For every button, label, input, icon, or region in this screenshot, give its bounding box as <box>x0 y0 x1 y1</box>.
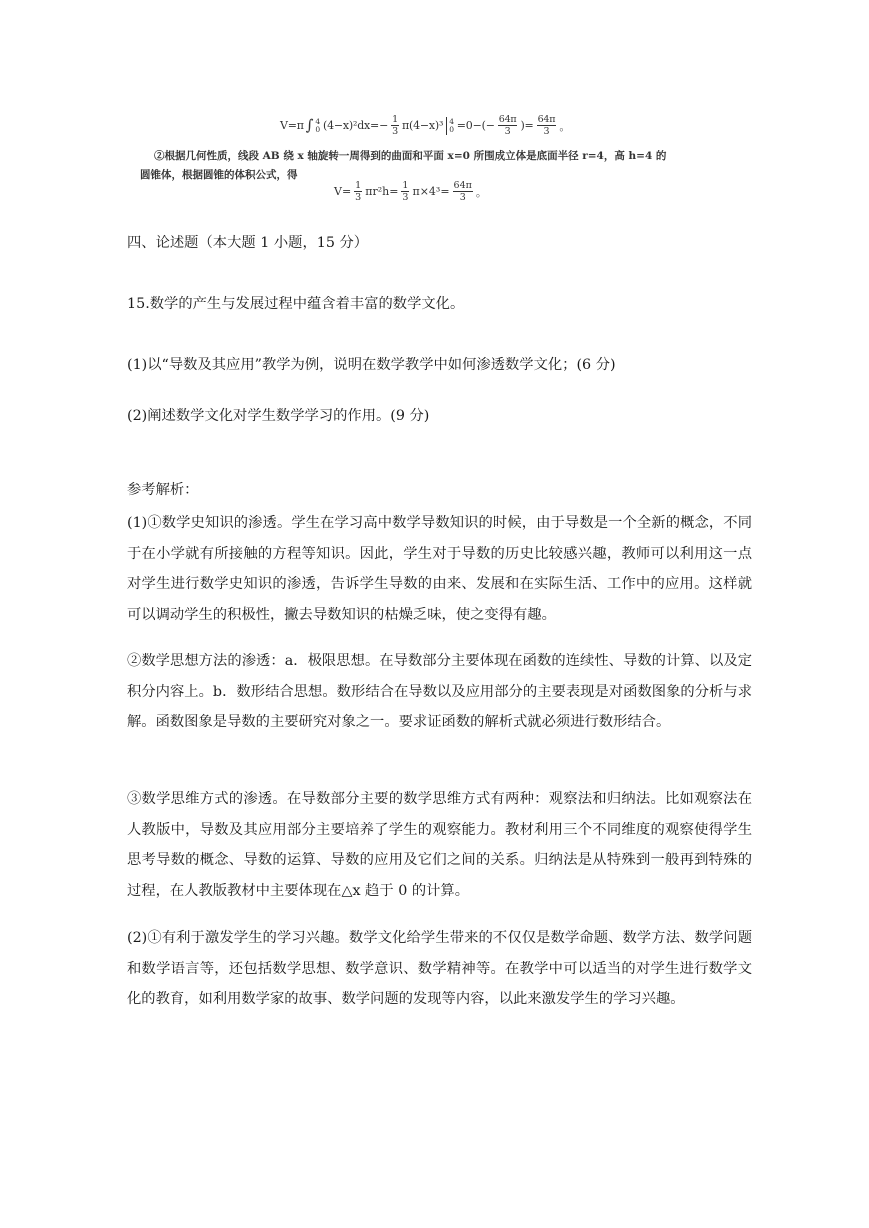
formula-text: V= <box>334 185 352 198</box>
denominator: 3 <box>543 126 550 137</box>
section-heading: 四、论述题（本大题 1 小题，15 分） <box>127 235 369 251</box>
formula-text: π×4³= <box>412 185 450 198</box>
question-part-1: (1)以“导数及其应用”教学为例，说明在数学教学中如何渗透数学文化；(6 分) <box>127 357 616 373</box>
answer-paragraph-3: ③数学思维方式的渗透。在导数部分主要的数学思维方式有两种：观察法和归纳法。比如观察法在人教版中，导数及其应用部分主要培养了学生的观察能力。教材利用三个不同维度的观察使得学生思考导数的概念、导数的运算、导数的应用及它们之间的关系。归纳法是从特殊到一般再到特殊的过程，在人教版教材中主要体现在△x 趋于 0 的计算。 <box>127 791 752 899</box>
answer-paragraph-4: (2)①有利于激发学生的学习兴趣。数学文化给学生带来的不仅仅是数学命题、数学方法、数学问题和数学语言等，还包括数学思想、数学意识、数学精神等。在教学中可以适当的对学生进行数学文化的教育，如利用数学家的故事、数学问题的发现等内容，以此来激发学生的学习兴趣。 <box>127 930 752 1007</box>
numerator: 64π <box>537 114 556 125</box>
denominator: 3 <box>355 192 362 203</box>
answer-label: 参考解析： <box>127 482 199 498</box>
formula-text: (4−x)²dx=− <box>323 119 389 132</box>
scanned-formula-image <box>140 110 750 210</box>
numerator: 1 <box>355 180 362 191</box>
upper-limit: 4 <box>315 116 320 126</box>
formula-text: 。 <box>559 119 571 133</box>
formula-line-4 <box>334 180 487 203</box>
denominator: 3 <box>402 192 409 203</box>
formula-line-2: ②根据几何性质，线段 AB 绕 x 轴旋转一周得到的曲面和平面 x=0 所围成立体是底面半径 r=4，高 h=4 的 <box>154 150 667 162</box>
fraction <box>498 114 518 137</box>
integral-sign: ∫ <box>305 116 314 134</box>
fraction <box>401 180 409 203</box>
upper-limit: 4 <box>449 116 454 126</box>
answer-paragraph-1: (1)①数学史知识的渗透。学生在学习高中数学导数知识的时候，由于导数是一个全新的概念，不同于在小学就有所接触的方程等知识。因此，学生对于导数的历史比较感兴趣，教师可以利用这一点对学生进行数学史知识的渗透，告诉学生导数的由来、发展和在实际生活、工作中的应用。这样就可以调动学生的积极性，撇去导数知识的枯燥乏味，使之变得有趣。 <box>127 515 752 623</box>
numerator: 64π <box>453 180 472 191</box>
fraction <box>453 180 473 203</box>
formula-text: =0−(− <box>456 119 495 132</box>
fraction <box>537 114 557 137</box>
formula-line-3: 圆锥体，根据圆锥的体积公式，得 <box>140 169 298 181</box>
answer-paragraph-2: ②数学思想方法的渗透：a．极限思想。在导数部分主要体现在函数的连续性、导数的计算、以及定积分内容上。b．数形结合思想。数形结合在导数以及应用部分的主要表现是对函数图象的分析与求解。函数图象是导数的主要研究对象之一。要求证函数的解析式就必须进行数形结合。 <box>127 653 752 730</box>
formula-text: 。 <box>475 185 487 199</box>
integral-limits <box>315 118 320 134</box>
lower-limit: 0 <box>315 124 320 134</box>
lower-limit: 0 <box>449 124 454 134</box>
formula-line-1 <box>280 114 570 137</box>
numerator: 1 <box>402 180 409 191</box>
fraction <box>354 180 362 203</box>
denominator: 3 <box>392 126 398 137</box>
question-stem: 15.数学的产生与发展过程中蕴含着丰富的数学文化。 <box>127 296 465 312</box>
eval-bar <box>446 117 447 135</box>
question-part-2: (2)阐述数学文化对学生数学学习的作用。(9 分) <box>127 408 430 424</box>
fraction <box>391 114 399 137</box>
denominator: 3 <box>504 126 511 137</box>
denominator: 3 <box>459 192 466 203</box>
eval-limits <box>449 118 454 134</box>
numerator: 1 <box>392 114 398 125</box>
numerator: 64π <box>498 114 517 125</box>
formula-text: π(4−x)³ <box>401 119 444 132</box>
formula-text: )= <box>520 119 534 132</box>
formula-text: V=π <box>280 119 304 132</box>
formula-text: πr²h= <box>365 185 399 198</box>
